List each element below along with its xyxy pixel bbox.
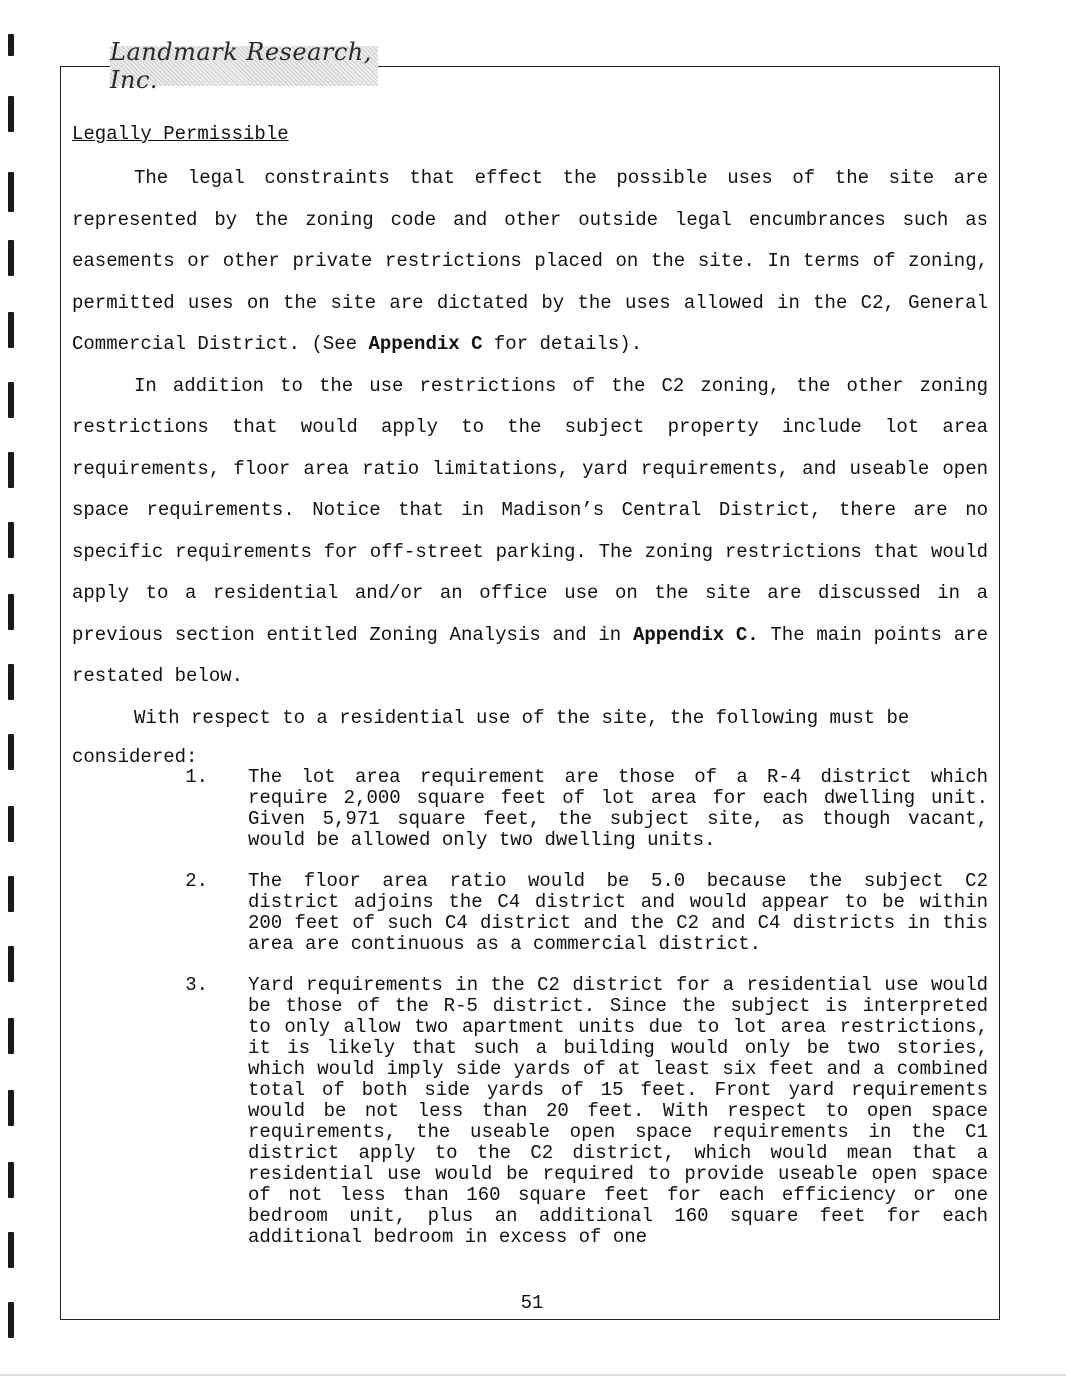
binder-mark: [8, 1090, 14, 1126]
paragraph-text: The main points are restated below.: [72, 623, 989, 687]
binder-mark: [8, 664, 14, 700]
binder-mark: [8, 1302, 14, 1338]
scan-edge: [0, 1374, 1066, 1376]
list-number: 1.: [185, 766, 208, 788]
binder-mark: [8, 806, 14, 842]
appendix-reference: Appendix C.: [632, 623, 759, 646]
considered-label: considered:: [72, 746, 198, 768]
paragraph-residential-use: With respect to a residential use of the site, the following must be: [134, 706, 910, 729]
binder-mark: [8, 240, 14, 276]
list-item-text: Yard requirements in the C2 district for a residential use would be those of the R-5 district. Since the subject is interpreted to only allow two apartment units due to lot area restrictions, it is likely that such a building would only be two stories, which would imply side yards of at least six feet and a combined total of both side yards of 15 feet. Front yard requirements would be not less than 20 feet. With respect to open space requirements, the useable open space requirements in the C1 district apply to the C2 district, which would mean that a residential use would be required to provide useable open space of not less than 160 square feet for each efficiency or one bedroom unit, plus an additional 160 square feet for each additional bedroom in excess of one: [248, 974, 988, 1248]
binder-mark: [8, 34, 14, 56]
paragraph-zoning-restrictions: [72, 366, 988, 698]
requirements-list: [72, 767, 988, 1248]
binder-mark: [8, 1232, 14, 1268]
binder-mark: [8, 1162, 14, 1198]
section-heading: Legally Permissible: [72, 123, 289, 145]
list-item-text: The lot area requirement are those of a R-4 district which require 2,000 square feet of lot area for each dwelling unit. Given 5,971 square feet, the subject site, as though vacant, would be allowed only two dwelling units.: [248, 766, 988, 851]
letterhead-logo: [110, 38, 378, 94]
page-number: 51: [500, 1292, 564, 1314]
list-item-text: The floor area ratio would be 5.0 because the subject C2 district adjoins the C4 district and would appear to be within 200 feet of such C4 district and the C2 and C4 districts in this area are continuous as a commercial district.: [248, 870, 988, 955]
binder-mark: [8, 946, 14, 982]
list-item: [72, 767, 988, 851]
binder-mark: [8, 522, 14, 558]
appendix-reference: Appendix C: [368, 333, 483, 355]
page-content: [72, 122, 988, 1268]
binder-mark: [8, 382, 14, 418]
binder-mark: [8, 594, 14, 630]
binder-mark: [8, 876, 14, 912]
list-number: 3.: [185, 974, 208, 996]
paragraph-text: for details).: [482, 333, 643, 355]
list-item: [72, 975, 988, 1248]
binder-mark: [8, 172, 14, 212]
binder-mark: [8, 734, 14, 770]
binder-mark: [8, 1018, 14, 1054]
company-name: Landmark Research, Inc.: [110, 38, 372, 94]
paragraph-legal-constraints: [72, 158, 988, 366]
binder-mark: [8, 312, 14, 348]
binder-hole-marks: [0, 0, 18, 1380]
list-item: [72, 871, 988, 955]
paragraph-text: The legal constraints that effect the possible uses of the site are represented by the zoning code and other outside legal encumbrances such as easements or other private restrictions placed on the site. In terms of zoning, permitted uses on the site are dictated by the uses allowed in the C2, General Commercial District. (See: [72, 167, 988, 355]
list-number: 2.: [185, 870, 208, 892]
paragraph-text: In addition to the use restrictions of the C2 zoning, the other zoning restrictions that would apply to the subject property include lot area requirements, floor area ratio limitations, yard requirements, and useable open space requirements. Notice that in Madison’s Central District, there are no specific requirements for off-street parking. The zoning restrictions that would apply to a residential and/or an office use on the site are discussed in a previous section entitled Zoning Analysis and in: [72, 374, 988, 646]
binder-mark: [8, 452, 14, 488]
binder-mark: [8, 96, 14, 132]
